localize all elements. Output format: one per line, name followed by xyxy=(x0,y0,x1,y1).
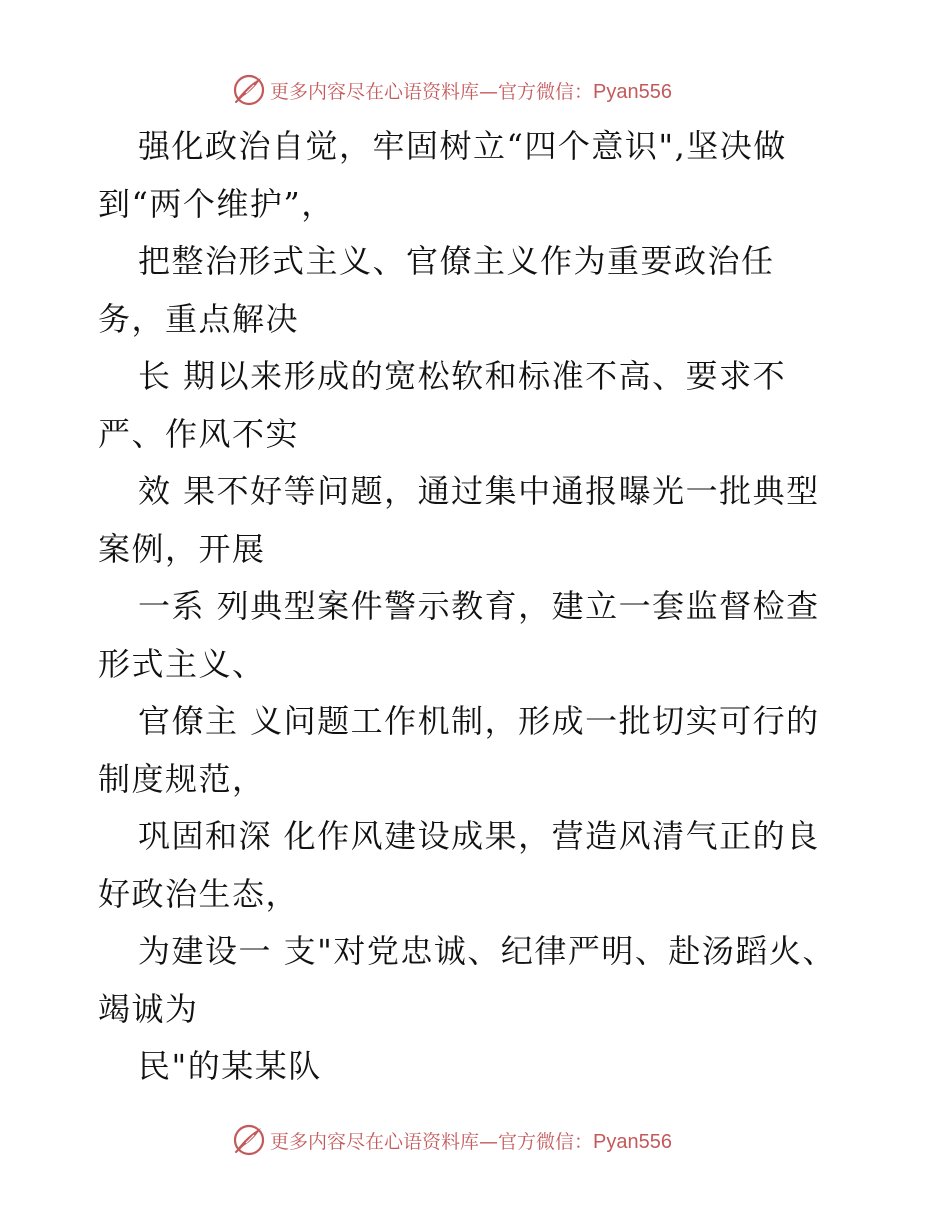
watermark-site-text: 更多内容尽在心语资料库 xyxy=(270,80,480,103)
paragraph: 巩固和深 化作风建设成果，营造风清气正的良好政治生态， xyxy=(98,817,820,913)
watermark-contact-id: Pyan556 xyxy=(593,80,672,103)
watermark-site-text: 更多内容尽在心语资料库 xyxy=(270,1130,480,1153)
paragraph: 为建设一 支"对党忠诚、纪律严明、赴汤蹈火、竭诚为 xyxy=(98,932,836,1028)
watermark-dash: — xyxy=(479,80,499,103)
paragraph: 强化政治自觉，牢固树立“四个意识",坚决做到“两个维护”， xyxy=(98,127,787,223)
paragraph: 一系 列典型案件警示教育，建立一套监督检查形式主义、 xyxy=(98,587,820,683)
paragraph: 效 果不好等问题，通过集中通报曝光一批典型案例，开展 xyxy=(98,472,820,568)
paragraph: 把整治形式主义、官僚主义作为重要政治任务，重点解决 xyxy=(98,242,775,338)
paragraph: 官僚主 义问题工作机制，形成一批切实可行的制度规范， xyxy=(98,702,820,798)
watermark-contact-id: Pyan556 xyxy=(593,1130,672,1153)
document-body xyxy=(98,118,838,1096)
watermark-text xyxy=(270,77,672,104)
footer-watermark xyxy=(232,1120,672,1160)
watermark-text xyxy=(270,1127,672,1154)
header-watermark xyxy=(232,70,672,110)
quill-pen-logo-icon xyxy=(232,73,266,107)
paragraph: 民"的某某队 xyxy=(138,1047,322,1085)
paragraph: 长 期以来形成的宽松软和标准不高、要求不严、作风不实 xyxy=(98,357,787,453)
watermark-contact-label: 官方微信： xyxy=(498,80,594,103)
watermark-dash: — xyxy=(479,1130,499,1153)
watermark-contact-label: 官方微信： xyxy=(498,1130,594,1153)
quill-pen-logo-icon xyxy=(232,1123,266,1157)
